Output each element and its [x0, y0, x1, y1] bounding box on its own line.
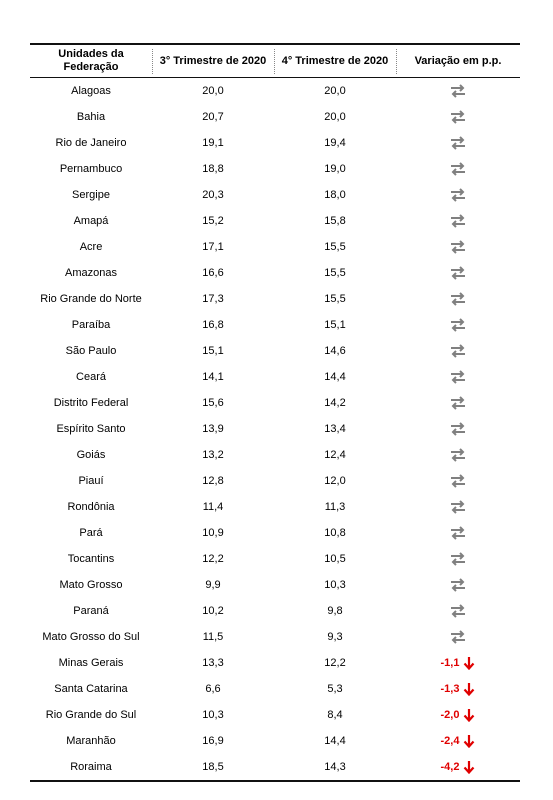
- cell-uf: Sergipe: [72, 189, 110, 201]
- cell-uf: Rio de Janeiro: [55, 137, 127, 149]
- cell-uf: Distrito Federal: [53, 397, 129, 409]
- cell-q4: 14,4: [324, 371, 346, 383]
- stable-arrows-icon: [450, 318, 466, 332]
- stable-arrows-icon: [450, 474, 466, 488]
- cell-q4: 19,0: [324, 163, 346, 175]
- stable-arrows-icon: [450, 136, 466, 150]
- cell-uf: Bahia: [76, 111, 106, 123]
- variation-value: -1,3: [440, 683, 460, 695]
- table-row: [30, 208, 520, 234]
- cell-q3: 20,0: [202, 85, 224, 97]
- cell-q4: 10,8: [324, 527, 346, 539]
- stable-arrows-icon: [450, 422, 466, 436]
- cell-uf: Pernambuco: [59, 163, 123, 175]
- cell-uf: Espírito Santo: [56, 423, 126, 435]
- cell-variation: [396, 708, 520, 722]
- cell-variation: [396, 318, 520, 332]
- table-header: [30, 45, 520, 77]
- table-row: [30, 156, 520, 182]
- stable-arrows-icon: [450, 630, 466, 644]
- down-arrow-icon: [463, 734, 475, 748]
- table-row: [30, 468, 520, 494]
- cell-uf: Goiás: [76, 449, 106, 461]
- cell-variation: [396, 526, 520, 540]
- cell-uf: Amazonas: [65, 267, 117, 279]
- cell-variation: [396, 578, 520, 592]
- cell-q4: 12,4: [324, 449, 346, 461]
- stable-arrows-icon: [450, 266, 466, 280]
- cell-q4: 15,1: [324, 319, 346, 331]
- cell-q4: 15,5: [324, 293, 346, 305]
- cell-q4: 20,0: [324, 85, 346, 97]
- cell-q4: 12,0: [324, 475, 346, 487]
- cell-variation: [396, 266, 520, 280]
- cell-q3: 17,3: [202, 293, 224, 305]
- table-row: [30, 338, 520, 364]
- cell-q4: 5,3: [327, 683, 343, 695]
- table-row: [30, 104, 520, 130]
- cell-variation: [396, 474, 520, 488]
- cell-uf: Santa Catarina: [54, 683, 128, 695]
- cell-variation: [396, 214, 520, 228]
- cell-q3: 20,7: [202, 111, 224, 123]
- cell-q4: 13,4: [324, 423, 346, 435]
- cell-q4: 12,2: [324, 657, 346, 669]
- cell-variation: [396, 110, 520, 124]
- cell-variation: [396, 84, 520, 98]
- cell-q3: 15,6: [202, 397, 224, 409]
- cell-q3: 16,6: [202, 267, 224, 279]
- table-row: [30, 702, 520, 728]
- stable-arrows-icon: [450, 110, 466, 124]
- stable-arrows-icon: [450, 370, 466, 384]
- stable-arrows-icon: [450, 396, 466, 410]
- stable-arrows-icon: [450, 526, 466, 540]
- stable-arrows-icon: [450, 188, 466, 202]
- cell-uf: Maranhão: [66, 735, 116, 747]
- cell-q3: 18,8: [202, 163, 224, 175]
- cell-uf: São Paulo: [65, 345, 117, 357]
- cell-uf: Pará: [79, 527, 103, 539]
- cell-q4: 9,3: [327, 631, 343, 643]
- table-row: [30, 546, 520, 572]
- cell-variation: [396, 370, 520, 384]
- stable-arrows-icon: [450, 552, 466, 566]
- cell-q3: 6,6: [205, 683, 221, 695]
- cell-variation: [396, 396, 520, 410]
- cell-q4: 14,3: [324, 761, 346, 773]
- table-row: [30, 754, 520, 780]
- cell-q4: 19,4: [324, 137, 346, 149]
- cell-uf: Rio Grande do Norte: [40, 293, 142, 305]
- cell-q3: 17,1: [202, 241, 224, 253]
- cell-q3: 10,9: [202, 527, 224, 539]
- cell-q4: 10,3: [324, 579, 346, 591]
- cell-q3: 13,3: [202, 657, 224, 669]
- cell-variation: [396, 734, 520, 748]
- cell-q3: 11,4: [202, 501, 224, 513]
- cell-q4: 14,4: [324, 735, 346, 747]
- cell-uf: Paraíba: [71, 319, 111, 331]
- stable-arrows-icon: [450, 292, 466, 306]
- cell-uf: Piauí: [78, 475, 104, 487]
- cell-q3: 19,1: [202, 137, 224, 149]
- stable-arrows-icon: [450, 578, 466, 592]
- cell-q3: 10,3: [202, 709, 224, 721]
- cell-uf: Rondônia: [67, 501, 115, 513]
- table-row: [30, 442, 520, 468]
- cell-q3: 11,5: [202, 631, 224, 643]
- cell-variation: [396, 682, 520, 696]
- stable-arrows-icon: [450, 448, 466, 462]
- table-row: [30, 598, 520, 624]
- cell-uf: Amapá: [73, 215, 109, 227]
- cell-q4: 20,0: [324, 111, 346, 123]
- cell-q3: 9,9: [205, 579, 221, 591]
- cell-q4: 15,5: [324, 241, 346, 253]
- cell-variation: [396, 604, 520, 618]
- variation-value: -1,1: [440, 657, 460, 669]
- table-row: [30, 182, 520, 208]
- cell-uf: Alagoas: [71, 85, 111, 97]
- table-row: [30, 728, 520, 754]
- cell-q3: 12,8: [202, 475, 224, 487]
- header-q4-2020: 4° Trimestre de 2020: [274, 55, 396, 68]
- cell-q4: 14,6: [324, 345, 346, 357]
- cell-variation: [396, 500, 520, 514]
- cell-uf: Mato Grosso: [59, 579, 123, 591]
- cell-q4: 10,5: [324, 553, 346, 565]
- table-row: [30, 520, 520, 546]
- table-row: [30, 676, 520, 702]
- cell-q3: 16,8: [202, 319, 224, 331]
- cell-q3: 13,2: [202, 449, 224, 461]
- down-arrow-icon: [463, 708, 475, 722]
- stable-arrows-icon: [450, 500, 466, 514]
- header-q3-2020: 3° Trimestre de 2020: [152, 55, 274, 68]
- table-body: [30, 78, 520, 780]
- table-row: [30, 260, 520, 286]
- cell-q4: 9,8: [327, 605, 343, 617]
- data-table: [30, 43, 520, 782]
- cell-variation: [396, 656, 520, 670]
- table-row: [30, 494, 520, 520]
- cell-uf: Rio Grande do Sul: [45, 709, 137, 721]
- cell-uf: Acre: [79, 241, 103, 253]
- cell-uf: Minas Gerais: [58, 657, 124, 669]
- cell-uf: Mato Grosso do Sul: [42, 631, 140, 643]
- table-row: [30, 312, 520, 338]
- down-arrow-icon: [463, 656, 475, 670]
- cell-variation: [396, 422, 520, 436]
- cell-variation: [396, 188, 520, 202]
- cell-q3: 10,2: [202, 605, 224, 617]
- variation-value: -2,4: [440, 735, 460, 747]
- cell-variation: [396, 292, 520, 306]
- cell-variation: [396, 630, 520, 644]
- table-row: [30, 416, 520, 442]
- down-arrow-icon: [463, 682, 475, 696]
- cell-q4: 8,4: [327, 709, 343, 721]
- stable-arrows-icon: [450, 604, 466, 618]
- cell-variation: [396, 552, 520, 566]
- cell-q3: 13,9: [202, 423, 224, 435]
- cell-q4: 15,8: [324, 215, 346, 227]
- cell-q3: 16,9: [202, 735, 224, 747]
- cell-q4: 18,0: [324, 189, 346, 201]
- stable-arrows-icon: [450, 240, 466, 254]
- table-row: [30, 286, 520, 312]
- stable-arrows-icon: [450, 162, 466, 176]
- cell-uf: Paraná: [73, 605, 109, 617]
- down-arrow-icon: [463, 760, 475, 774]
- cell-q3: 14,1: [202, 371, 224, 383]
- table-bottom-rule: [30, 780, 520, 782]
- cell-uf: Ceará: [76, 371, 106, 383]
- cell-uf: Tocantins: [67, 553, 115, 565]
- cell-variation: [396, 760, 520, 774]
- cell-q3: 12,2: [202, 553, 224, 565]
- cell-variation: [396, 162, 520, 176]
- table-row: [30, 572, 520, 598]
- table-row: [30, 390, 520, 416]
- table-row: [30, 364, 520, 390]
- table-row: [30, 78, 520, 104]
- cell-q3: 15,1: [202, 345, 224, 357]
- stable-arrows-icon: [450, 214, 466, 228]
- stable-arrows-icon: [450, 84, 466, 98]
- cell-variation: [396, 136, 520, 150]
- cell-q3: 18,5: [202, 761, 224, 773]
- variation-value: -2,0: [440, 709, 460, 721]
- cell-q3: 20,3: [202, 189, 224, 201]
- table-row: [30, 234, 520, 260]
- header-variation: Variação em p.p.: [396, 55, 520, 68]
- cell-variation: [396, 448, 520, 462]
- table-row: [30, 650, 520, 676]
- cell-variation: [396, 344, 520, 358]
- table-row: [30, 130, 520, 156]
- stable-arrows-icon: [450, 344, 466, 358]
- cell-q4: 15,5: [324, 267, 346, 279]
- cell-q4: 11,3: [324, 501, 346, 513]
- table-row: [30, 624, 520, 650]
- cell-q4: 14,2: [324, 397, 346, 409]
- cell-q3: 15,2: [202, 215, 224, 227]
- cell-uf: Roraima: [70, 761, 112, 773]
- header-uf: Unidades da Federação: [58, 48, 124, 73]
- cell-variation: [396, 240, 520, 254]
- variation-value: -4,2: [440, 761, 460, 773]
